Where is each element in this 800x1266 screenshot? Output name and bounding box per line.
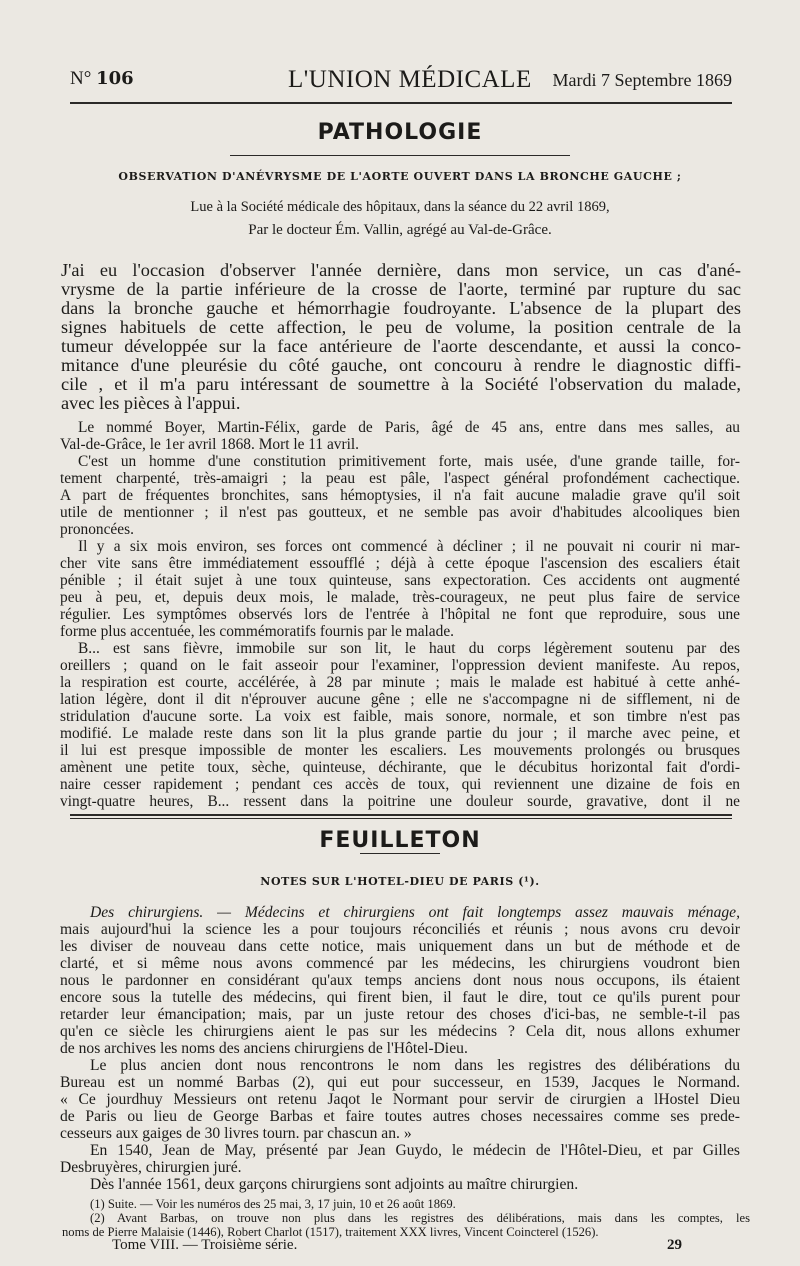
text-line: nous le pardonner en considérant qu'aux temps anciens dont nous nous occupons, ils étaient [60,972,740,989]
text-line: cesseurs aux gaiges de 30 livres tourn. par chascun an. » [60,1125,412,1142]
text-line: A part de fréquentes bronchites, sans hémoptysies, il n'a fait aucune maladie grave qu'il soit [60,487,740,504]
text-line: cher vite sans être immédiatement essoufflé ; déjà à cette époque l'ascension des escaliers était [60,555,740,572]
text-line: En 1540, Jean de May, présenté par Jean Guydo, le médecin de l'Hôtel-Dieu, et par Gilles [90,1142,740,1159]
text-line: forme plus accentuée, les commémoratifs fournis par le malade. [60,623,455,640]
text-line: utile de mentionner ; il n'est pas goutteux, et ne semble pas avoir d'habitudes alcooliques bien [60,504,740,521]
text-line: mitance d'une pleurésie du côté gauche, ont concouru à rendre le diagnostic diffi- [61,355,741,375]
text-line: cile , et il m'a paru intéressant de soumettre à la Société l'observation du malade, [61,374,741,394]
text-line: mais aujourd'hui la science les a pour toujours réconciliés et réunis ; nous avons cru devoir [60,921,740,938]
feuilleton-rule-bottom [70,818,732,819]
text-line: Val-de-Grâce, le 1er avril 1868. Mort le 11 avril. [60,436,360,453]
section-heading-feuilleton: FEUILLETON [319,828,481,853]
text-line: Il y a six mois environ, ses forces ont commencé à décliner ; il ne pouvait ni courir ni mar- [78,538,740,555]
text-line: il lui est presque impossible de monter les escaliers. Les mouvements prolongés ou brusques [60,742,740,759]
text-line: prononcées. [60,521,134,538]
text-line: modifié. Le malade reste dans son lit la plus grande partie du jour ; il marche avec peine, et [60,725,740,742]
text-line: vrysme de la partie inférieure de la crosse de l'aorte, terminé par rupture du sac [61,279,741,299]
text-line: naire cesser rapidement ; pendant ces accès de toux, qui reviennent une dizaine de fois en [60,776,740,793]
text-line: J'ai eu l'occasion d'observer l'année dernière, dans mon service, un cas d'ané- [61,260,741,280]
text-line: tumeur développée sur la face antérieure de l'aorte descendante, et aussi la conco- [61,336,741,356]
section-lead: Des chirurgiens. — Médecins et chirurgiens ont fait longtemps assez mauvais ménage, [90,904,740,921]
running-header [70,68,732,94]
text-line: Dès l'année 1561, deux garçons chirurgiens sont adjoints au maître chirurgien. [90,1176,579,1193]
text-line: dans la bronche gauche et hémorrhagie foudroyante. L'absence de la plupart des [61,298,741,318]
page-number: 29 [667,1237,682,1253]
text-line: « Ce jourdhuy Messieurs ont retenu Jaqot le Normant pour servir de cirurgien a lHostel Dieu [60,1091,740,1108]
text-line: régulier. Les symptômes observés lors de l'entrée à l'hôpital ne font que reproduire, sous une [60,606,740,623]
text-line: Le plus ancien dont nous rencontrons le nom dans les registres des délibérations du [90,1057,740,1074]
text-line [90,904,740,922]
page-footer [112,1237,682,1254]
footnote: (2) Avant Barbas, on trouve non plus dans les registres des délibérations, mais dans les comptes, les [90,1211,750,1225]
footnote: noms de Pierre Malaisie (1446), Robert Charlot (1517), traitement XXX livres, Vincent Coincterel (1526). [62,1225,599,1239]
text-line: Bureau est un nommé Barbas (2), qui eut pour successeur, en 1539, Jacques le Normand. [60,1074,740,1091]
text-line: retarder leur émancipation; mais, par un juste retour des choses d'ici-bas, ne semble-t-il pas [60,1006,740,1023]
header-rule [70,102,732,104]
feuilleton-title: NOTES SUR L'HOTEL-DIEU DE PARIS (¹). [260,875,540,888]
issue-number: N° 106 [70,68,134,89]
text-line: stridulation d'aucune sorte. La voix est faible, mais sonore, normale, et son timbre n'est pas [60,708,740,725]
text-line: vingt-quatre heures, B... ressent dans la poitrine une douleur sourde, gravative, dont il ne [60,793,740,810]
feuilleton-rule-top [70,814,732,816]
footnote: (1) Suite. — Voir les numéros des 25 mai, 3, 17 juin, 10 et 26 août 1869. [90,1197,456,1211]
text-line: les diviser de nouveau dans cette notice, mais uniquement dans un but de méthode et de [60,938,740,955]
article-subtitle: Lue à la Société médicale des hôpitaux, dans la séance du 22 avril 1869, [190,199,610,215]
title-rule [230,155,570,156]
text-line: pénible ; il était sujet à une toux quinteuse, sans expectoration. Ces accidents ont augmenté [60,572,740,589]
text-line: C'est un homme d'une constitution primitivement forte, mais usée, d'une grande taille, for- [78,453,740,470]
text-line: clarté, et si même nous avons commencé par les médecins, les chirurgiens voudront bien [60,955,740,972]
issue-date: Mardi 7 Septembre 1869 [552,70,732,90]
text-line: oreillers ; quand on le fait asseoir pour l'examiner, l'oppression devient manifeste. Au repos, [60,657,740,674]
text-line: amènent une petite toux, sèche, quinteuse, déchirante, que le décubitus horizontal fait d'ordi- [60,759,740,776]
text-line: la respiration est courte, accélérée, à 28 par minute ; mais le malade est habitué à cette anhé- [60,674,740,691]
volume-label: Tome VIII. — Troisième série. [112,1237,298,1253]
text-line: qu'en ce siècle les chirurgiens aient le pas sur les médecins ? Cela dit, nous allons exhumer [60,1023,740,1040]
text-line: lation légère, dont il dit n'éprouver aucune gêne ; elle ne s'accompagne ni de sifflement, ni de [60,691,740,708]
text-line: de Paris ou lieu de George Barbas et faire toutes autres choses necessaires comme ses prede- [60,1108,740,1125]
section-heading-pathologie: PATHOLOGIE [317,120,483,145]
article-author: Par le docteur Ém. Vallin, agrégé au Val-de-Grâce. [248,222,552,238]
journal-title: L'UNION MÉDICALE [288,66,532,93]
text-line: avec les pièces à l'appui. [61,393,241,413]
text-line: encore sous la tutelle des médecins, qui firent bien, il faut le dire, tout ce qu'ils purent pour [60,989,740,1006]
text-line: signes habituels de cette affection, le peu de volume, la position centrale de la [61,317,741,337]
article-title: OBSERVATION D'ANÉVRYSME DE L'AORTE OUVERT DANS LA BRONCHE GAUCHE ; [118,170,682,183]
text-line: Desbruyères, chirurgien juré. [60,1159,242,1176]
text-line: peu à peu, et, depuis deux mois, le malade, très-courageux, ne peut plus faire de service [60,589,740,606]
text-line: B... est sans fièvre, immobile sur son lit, le haut du corps légèrement soutenu par des [78,640,740,657]
text-line: de nos archives les noms des anciens chirurgiens de l'Hôtel-Dieu. [60,1040,468,1057]
feuilleton-title-rule [360,853,440,854]
text-line: tement charpenté, très-amaigri ; la peau est pâle, l'aspect général profondément cachectique. [60,470,740,487]
text-line: Le nommé Boyer, Martin-Félix, garde de Paris, âgé de 45 ans, entre dans mes salles, au [78,419,740,436]
